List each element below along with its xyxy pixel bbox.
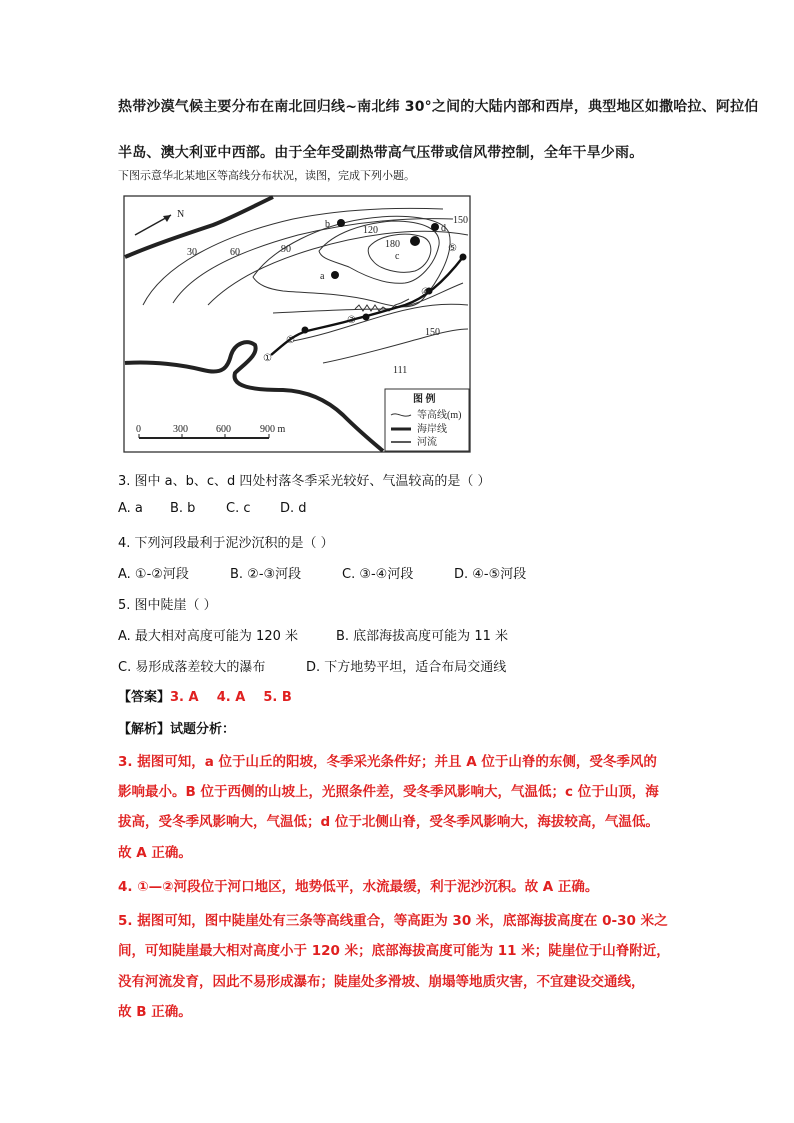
point-b: [337, 219, 345, 227]
point-c-label: c: [395, 251, 400, 262]
analysis-line-8: 没有河流发育，因此不易形成瀑布；陡崖处多滑坡、崩塌等地质灾害，不宜建设交通线，: [118, 974, 645, 990]
point-b-label: b: [325, 219, 330, 230]
q3-option-c: C. c: [226, 501, 251, 516]
q5-option-c: C. 易形成落差较大的瀑布: [118, 660, 266, 675]
q3-option-a: A. a: [118, 501, 143, 516]
analysis-line-9: 故 B 正确。: [118, 1004, 192, 1020]
question-5-stem: 5. 图中陡崖（ ）: [118, 598, 217, 613]
map-caption: 下图示意华北某地区等高线分布状况，读图，完成下列小题。: [118, 169, 415, 182]
analysis-line-3: 拔高，受冬季风影响大，气温低；d 位于北侧山脊，受冬季风影响大，海拔较高，气温低。: [118, 814, 659, 830]
q3-option-d: D. d: [280, 501, 307, 516]
question-4-stem: 4. 下列河段最利于泥沙沉积的是（ ）: [118, 536, 334, 551]
analysis-line-1: 3. 据图可知，a 位于山丘的阳坡，冬季采光条件好；并且 A 位于山脊的东侧，受冬季风的: [118, 754, 657, 770]
question-4-options: [118, 563, 526, 582]
question-3-options: [118, 501, 307, 516]
q4-option-c: C. ③-④河段: [342, 567, 414, 582]
legend-title: 图 例: [413, 394, 436, 405]
intro-line-2: 半岛、澳大利亚中西部。由于全年受副热带高气压带或信风带控制，全年干旱少雨。: [118, 145, 644, 161]
contour-label-150-bottom: 150: [425, 327, 440, 338]
legend-item-contour: 等高线(m): [417, 410, 462, 421]
section-point-5: [460, 254, 467, 261]
contour-label-111: 111: [393, 365, 408, 376]
contour-label-120: 120: [363, 225, 378, 236]
legend-item-coast: 海岸线: [417, 424, 447, 435]
question-5-options-row-1: [118, 625, 508, 644]
contour-label-180: 180: [385, 239, 400, 250]
scale-label-600: 600: [216, 424, 231, 435]
point-a-label: a: [320, 271, 325, 282]
q4-option-a: A. ①-②河段: [118, 567, 189, 582]
point-d: [431, 223, 439, 231]
answer-label: 【答案】: [118, 690, 171, 705]
contour-label-30: 30: [187, 247, 197, 258]
analysis-line-4: 故 A 正确。: [118, 845, 192, 861]
answer-line: [118, 686, 292, 705]
q4-option-b: B. ②-③河段: [230, 567, 302, 582]
north-label: N: [177, 209, 185, 220]
section-label-3: ③: [347, 315, 356, 326]
section-label-1: ①: [263, 353, 272, 364]
point-d-label: d: [441, 223, 446, 234]
question-3-stem: 3. 图中 a、b、c、d 四处村落冬季采光较好、气温较高的是（ ）: [118, 474, 491, 489]
section-label-4: ④: [421, 287, 430, 298]
question-5-options-row-2: [118, 656, 506, 675]
intro-line-1: 热带沙漠气候主要分布在南北回归线~南北纬 30°之间的大陆内部和西岸，典型地区如撒哈拉、阿拉伯: [118, 99, 759, 115]
section-label-2: ②: [286, 335, 295, 346]
q4-option-d: D. ④-⑤河段: [454, 567, 527, 582]
q5-option-b: B. 底部海拔高度可能为 11 米: [336, 629, 508, 644]
q3-option-b: B. b: [170, 501, 196, 516]
section-label-5: ⑤: [448, 243, 457, 254]
analysis-line-2: 影响最小。B 位于西侧的山坡上，光照条件差，受冬季风影响大，气温低；c 位于山顶，海: [118, 784, 659, 800]
point-a: [331, 271, 339, 279]
analysis-line-7: 间，可知陡崖最大相对高度小于 120 米；底部海拔高度可能为 11 米；陡崖位于山脊附近，: [118, 943, 670, 959]
contour-label-150-top: 150: [453, 215, 468, 226]
answer-values: 3. A 4. A 5. B: [170, 690, 292, 705]
section-point-3: [363, 314, 370, 321]
contour-label-90: 90: [281, 244, 291, 255]
scale-label-900: 900 m: [260, 424, 286, 435]
contour-label-60: 60: [230, 247, 240, 258]
scale-label-0: 0: [136, 424, 141, 435]
legend-item-river: 河流: [417, 437, 437, 448]
analysis-label: 【解析】试题分析：: [118, 722, 236, 737]
scale-label-300: 300: [173, 424, 188, 435]
contour-map: [123, 195, 471, 453]
analysis-line-6: 5. 据图可知，图中陡崖处有三条等高线重合，等高距为 30 米，底部海拔高度在 0-30 米之: [118, 913, 668, 929]
section-point-2: [302, 327, 309, 334]
analysis-line-5: 4. ①—②河段位于河口地区，地势低平，水流最缓，利于泥沙沉积。故 A 正确。: [118, 879, 599, 895]
q5-option-d: D. 下方地势平坦，适合布局交通线: [306, 660, 507, 675]
point-c: [410, 236, 420, 246]
q5-option-a: A. 最大相对高度可能为 120 米: [118, 629, 299, 644]
